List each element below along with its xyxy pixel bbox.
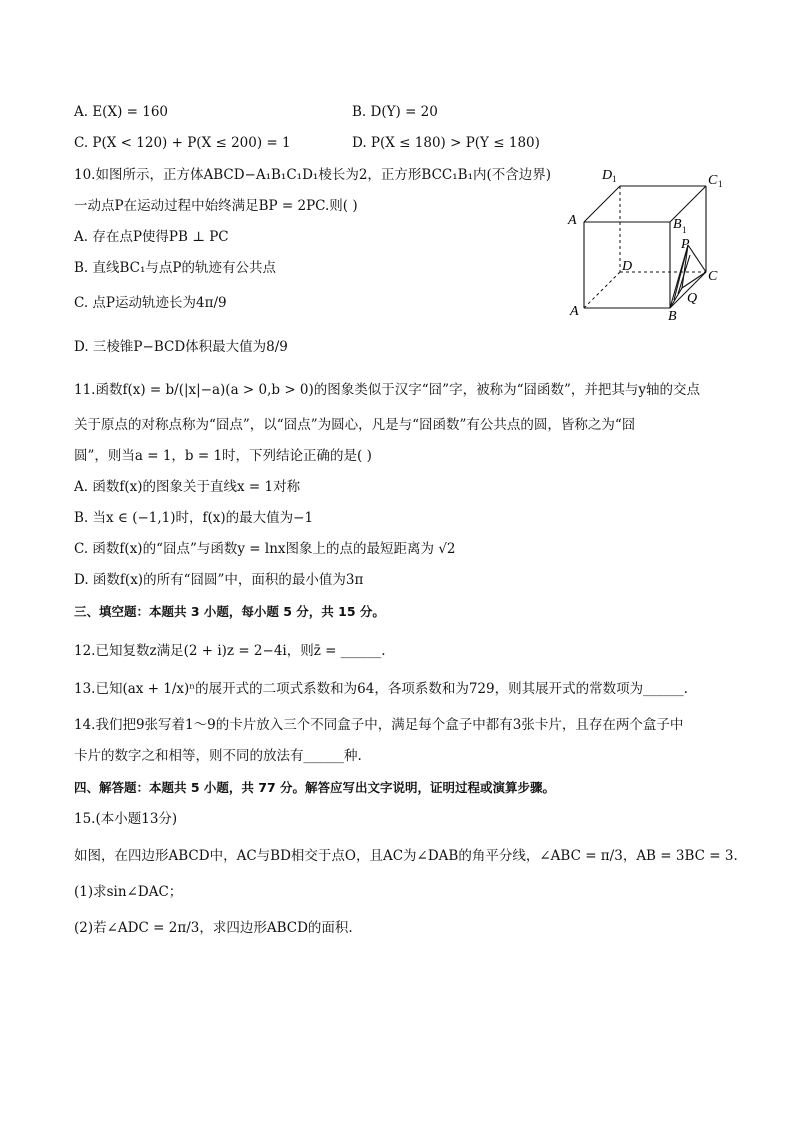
label-b: B [668, 309, 677, 320]
q9-option-b: B. D(Y) = 20 [352, 104, 438, 120]
cube-figure [560, 160, 730, 320]
q11-option-a: A. 函数f(x)的图象关于直线x = 1对称 [74, 479, 301, 495]
label-b1: B [673, 217, 682, 232]
q12: 12.已知复数z满足(2 + i)z = 2−4i，则z̄ = ______. [74, 643, 386, 659]
svg-text:1: 1 [718, 179, 723, 189]
q9-option-c: C. P(X < 120) + P(X ≤ 200) = 1 [74, 135, 291, 151]
q9-option-a: A. E(X) = 160 [74, 104, 168, 120]
section-3-heading: 三、填空题：本题共 3 小题，每小题 5 分，共 15 分。 [74, 604, 385, 619]
cube-edge [584, 186, 620, 222]
svg-text:1: 1 [612, 174, 617, 184]
q11-stem-3: 圆”，则当a = 1，b = 1时，下列结论正确的是( ) [74, 448, 372, 464]
q13: 13.已知(ax + 1/x)ⁿ的展开式的二项式系数和为64，各项系数和为729，则其展开式的常数项为______. [74, 681, 688, 697]
segment-qc [682, 272, 706, 288]
q15-title: 15.(本小题13分) [74, 811, 178, 827]
q10-option-d: D. 三棱锥P−BCD体积最大值为8/9 [74, 339, 288, 355]
q10-option-a: A. 存在点P使得PB ⊥ PC [74, 229, 229, 245]
q11-option-b: B. 当x ∈ (−1,1)时，f(x)的最大值为−1 [74, 510, 314, 526]
q11-option-c: C. 函数f(x)的“囧点”与函数y = lnx图象上的点的最短距离为 √2 [74, 541, 456, 557]
svg-text:1: 1 [682, 225, 687, 235]
q9-option-d: D. P(X ≤ 180) > P(Y ≤ 180) [352, 135, 540, 151]
q10-option-b: B. 直线BC₁与点P的轨迹有公共点 [74, 260, 276, 276]
q15-part-1: (1)求sin∠DAC； [74, 884, 183, 900]
q10-stem-2: 一动点P在运动过程中始终满足BP = 2PC.则( ) [74, 198, 358, 214]
label-d1: D [602, 168, 613, 183]
hidden-edge [584, 272, 620, 308]
q10-stem-1: 10.如图所示，正方体ABCD−A₁B₁C₁D₁棱长为2，正方形BCC₁B₁内(不含边界) [74, 167, 552, 183]
q11-stem-1: 11.函数f(x) = b/(|x|−a)(a > 0,b > 0)的图象类似于汉字“囧”字，被称为“囧函数”，并把其与y轴的交点 [74, 382, 701, 398]
q14-line-2: 卡片的数字之和相等，则不同的放法有______种. [74, 748, 362, 764]
segment-pc [688, 245, 706, 272]
q14-line-1: 14.我们把9张写着1～9的卡片放入三个不同盒子中，满足每个盒子中都有3张卡片，且存在两个盒子中 [74, 717, 684, 733]
label-d: D [622, 259, 633, 274]
q15-stem: 如图，在四边形ABCD中，AC与BD相交于点O，且AC为∠DAB的角平分线，∠ABC = π/3，AB = 3BC = 3. [74, 848, 738, 864]
q10-option-c: C. 点P运动轨迹长为4π/9 [74, 295, 227, 311]
q15-part-2: (2)若∠ADC = 2π/3，求四边形ABCD的面积. [74, 920, 353, 936]
label-a1: A [568, 213, 577, 228]
q11-stem-2: 关于原点的对称点称为“囧点”，以“囧点”为圆心，凡是与“囧函数”有公共点的圆，皆称之为“囧 [74, 417, 636, 433]
label-c1: C [708, 173, 718, 188]
label-c: C [708, 269, 718, 284]
label-p: P [681, 237, 690, 252]
section-4-heading: 四、解答题：本题共 5 小题，共 77 分。解答应写出文字说明，证明过程或演算步骤。 [74, 780, 556, 795]
label-q: Q [687, 291, 698, 306]
q11-option-d: D. 函数f(x)的所有“囧圆”中，面积的最小值为3π [74, 572, 364, 588]
label-a: A [570, 304, 579, 319]
